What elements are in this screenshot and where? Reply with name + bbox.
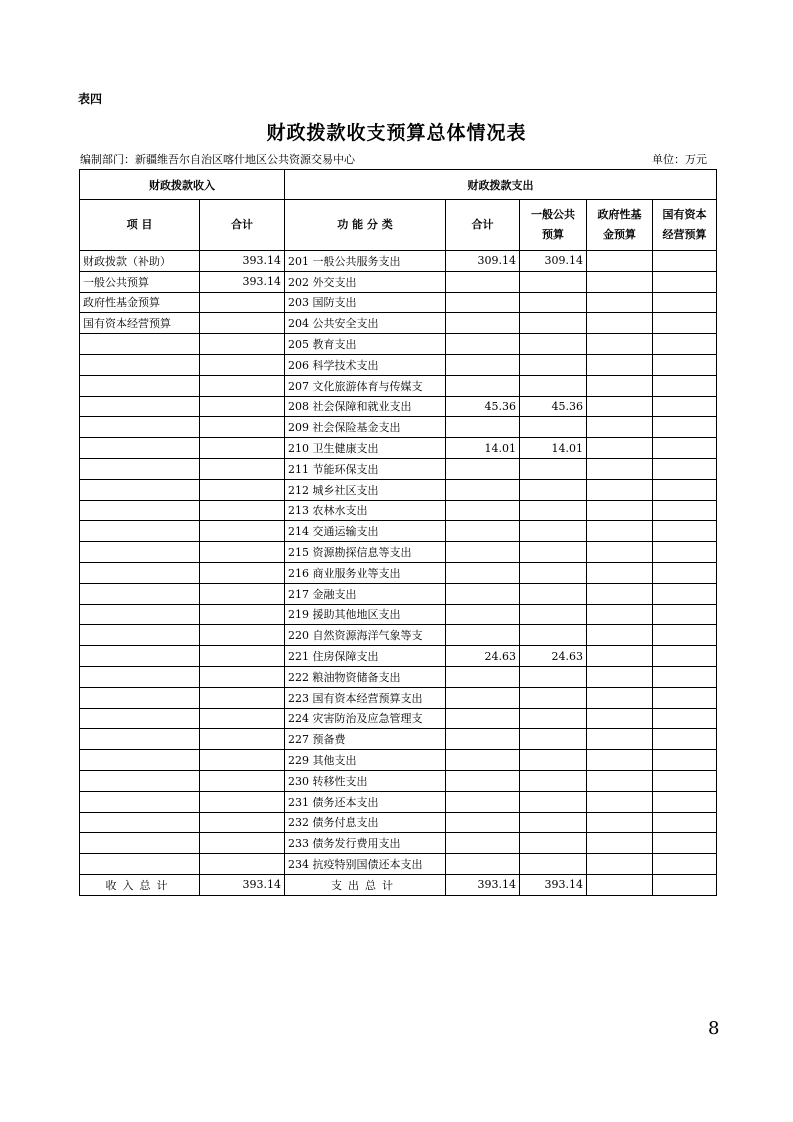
expense-category-cell: 216 商业服务业等支出 <box>285 562 446 583</box>
state-capital-cell <box>653 500 717 521</box>
income-item-cell <box>80 354 200 375</box>
table-row <box>80 500 717 521</box>
expense-category-cell: 213 农林水支出 <box>285 500 446 521</box>
state-capital-cell <box>653 646 717 667</box>
general-budget-cell: 24.63 <box>520 646 587 667</box>
income-amount-cell <box>200 729 285 750</box>
general-budget-cell: 14.01 <box>520 438 587 459</box>
table-row <box>80 770 717 791</box>
table-row <box>80 458 717 479</box>
table-body <box>80 251 717 875</box>
gov-fund-cell <box>587 604 653 625</box>
state-capital-cell <box>653 750 717 771</box>
general-budget-cell <box>520 417 587 438</box>
income-item-cell <box>80 604 200 625</box>
income-amount-cell <box>200 458 285 479</box>
state-capital-cell <box>653 729 717 750</box>
table-row <box>80 625 717 646</box>
general-budget-cell <box>520 791 587 812</box>
income-item-cell <box>80 833 200 854</box>
income-item-cell <box>80 334 200 355</box>
table-row <box>80 354 717 375</box>
income-item-cell <box>80 770 200 791</box>
expense-total-cell <box>446 500 520 521</box>
gov-fund-cell <box>587 500 653 521</box>
gov-fund-cell <box>587 251 653 272</box>
general-budget-cell: 45.36 <box>520 396 587 417</box>
income-amount-cell <box>200 292 285 313</box>
table-row <box>80 562 717 583</box>
expense-group-header: 财政拨款支出 <box>285 170 717 200</box>
income-amount-cell <box>200 562 285 583</box>
general-budget-cell: 309.14 <box>520 251 587 272</box>
group-header-row <box>80 170 717 200</box>
table-row <box>80 687 717 708</box>
income-amount-cell <box>200 687 285 708</box>
gov-fund-cell <box>587 646 653 667</box>
general-budget-cell <box>520 583 587 604</box>
gov-fund-cell <box>587 354 653 375</box>
gov-fund-cell <box>587 375 653 396</box>
expense-total-cell: 45.36 <box>446 396 520 417</box>
gov-fund-cell <box>587 458 653 479</box>
state-capital-cell <box>653 271 717 292</box>
income-amount-cell: 393.14 <box>200 271 285 292</box>
expense-category-cell: 224 灾害防治及应急管理支 <box>285 708 446 729</box>
expense-category-cell: 202 外交支出 <box>285 271 446 292</box>
income-total-header: 合计 <box>200 200 285 251</box>
income-item-cell <box>80 625 200 646</box>
expense-category-cell: 201 一般公共服务支出 <box>285 251 446 272</box>
table-row <box>80 271 717 292</box>
gov-fund-cell <box>587 625 653 646</box>
general-budget-cell <box>520 708 587 729</box>
income-amount-cell <box>200 417 285 438</box>
table-row <box>80 812 717 833</box>
table-row <box>80 438 717 459</box>
page-number: 8 <box>708 1018 720 1039</box>
state-capital-cell <box>653 625 717 646</box>
table-row <box>80 646 717 667</box>
table-row <box>80 521 717 542</box>
table-row <box>80 542 717 563</box>
income-amount-cell <box>200 375 285 396</box>
expense-total-cell <box>446 770 520 791</box>
income-total-label: 收入总计 <box>80 874 200 895</box>
gov-fund-header-line2: 金预算 <box>603 228 636 241</box>
state-capital-header-line1: 国有资本 <box>662 208 707 221</box>
table-row <box>80 729 717 750</box>
state-capital-cell <box>653 562 717 583</box>
state-capital-cell <box>653 708 717 729</box>
table-row <box>80 313 717 334</box>
expense-total-cell <box>446 542 520 563</box>
unit-label: 单位：万元 <box>652 153 707 166</box>
expense-category-cell: 206 科学技术支出 <box>285 354 446 375</box>
expense-total-cell <box>446 354 520 375</box>
income-amount-cell <box>200 791 285 812</box>
state-capital-cell <box>653 292 717 313</box>
gov-fund-cell <box>587 292 653 313</box>
income-item-cell <box>80 687 200 708</box>
expense-category-cell: 223 国有资本经营预算支出 <box>285 687 446 708</box>
gov-fund-cell <box>587 708 653 729</box>
state-capital-cell <box>653 854 717 875</box>
expense-category-cell: 229 其他支出 <box>285 750 446 771</box>
expense-category-cell: 215 资源勘探信息等支出 <box>285 542 446 563</box>
state-capital-cell <box>653 604 717 625</box>
table-row <box>80 833 717 854</box>
income-amount-cell <box>200 334 285 355</box>
general-budget-cell <box>520 625 587 646</box>
income-amount-cell <box>200 521 285 542</box>
expense-category-cell: 234 抗疫特别国债还本支出 <box>285 854 446 875</box>
general-budget-cell <box>520 271 587 292</box>
income-total-amount: 393.14 <box>200 874 285 895</box>
table-row <box>80 292 717 313</box>
expense-total-cell <box>446 334 520 355</box>
income-item-cell <box>80 708 200 729</box>
general-budget-cell <box>520 458 587 479</box>
income-amount-cell <box>200 708 285 729</box>
state-capital-cell <box>653 687 717 708</box>
income-amount-cell <box>200 396 285 417</box>
general-budget-cell <box>520 354 587 375</box>
state-capital-cell <box>653 354 717 375</box>
income-item-cell <box>80 812 200 833</box>
income-item-cell <box>80 854 200 875</box>
expense-category-cell: 211 节能环保支出 <box>285 458 446 479</box>
state-capital-cell <box>653 396 717 417</box>
expense-fund-total <box>587 874 653 895</box>
state-capital-cell <box>653 251 717 272</box>
gov-fund-cell <box>587 583 653 604</box>
income-amount-cell <box>200 646 285 667</box>
state-capital-header-line2: 经营预算 <box>662 228 707 241</box>
table-row <box>80 708 717 729</box>
expense-category-cell: 231 债务还本支出 <box>285 791 446 812</box>
income-amount-cell <box>200 604 285 625</box>
gov-fund-cell <box>587 313 653 334</box>
state-capital-cell <box>653 791 717 812</box>
income-item-cell: 政府性基金预算 <box>80 292 200 313</box>
state-capital-cell <box>653 666 717 687</box>
expense-general-total: 393.14 <box>520 874 587 895</box>
income-item-cell <box>80 417 200 438</box>
gov-fund-cell <box>587 770 653 791</box>
expense-total-cell <box>446 458 520 479</box>
expense-category-cell: 222 粮油物资储备支出 <box>285 666 446 687</box>
income-item-cell: 一般公共预算 <box>80 271 200 292</box>
table-row <box>80 604 717 625</box>
general-budget-cell <box>520 687 587 708</box>
expense-total-cell <box>446 375 520 396</box>
expense-total-cell <box>446 313 520 334</box>
gov-fund-cell <box>587 417 653 438</box>
expense-total-cell <box>446 812 520 833</box>
general-budget-cell <box>520 292 587 313</box>
state-capital-cell <box>653 417 717 438</box>
table-row <box>80 334 717 355</box>
income-amount-cell <box>200 770 285 791</box>
expense-total-cell: 14.01 <box>446 438 520 459</box>
general-budget-cell <box>520 479 587 500</box>
expense-total-cell <box>446 791 520 812</box>
gov-fund-cell <box>587 521 653 542</box>
general-budget-cell <box>520 500 587 521</box>
expense-category-cell: 204 公共安全支出 <box>285 313 446 334</box>
expense-capital-total <box>653 874 717 895</box>
expense-total-cell <box>446 521 520 542</box>
general-budget-cell <box>520 854 587 875</box>
table-row <box>80 583 717 604</box>
income-amount-cell: 393.14 <box>200 251 285 272</box>
gov-fund-cell <box>587 479 653 500</box>
income-item-cell <box>80 375 200 396</box>
income-amount-cell <box>200 479 285 500</box>
gov-fund-cell <box>587 791 653 812</box>
expense-total-cell <box>446 666 520 687</box>
state-capital-cell <box>653 770 717 791</box>
gov-fund-header-line1: 政府性基 <box>597 208 642 221</box>
state-capital-cell <box>653 438 717 459</box>
expense-category-cell: 210 卫生健康支出 <box>285 438 446 459</box>
table-row <box>80 251 717 272</box>
table-row <box>80 396 717 417</box>
budget-table <box>79 169 717 896</box>
expense-category-header: 功 能 分 类 <box>285 200 446 251</box>
general-budget-header <box>520 200 587 251</box>
income-item-cell <box>80 729 200 750</box>
income-item-cell <box>80 458 200 479</box>
income-amount-cell <box>200 542 285 563</box>
expense-total-cell: 309.14 <box>446 251 520 272</box>
income-item-cell <box>80 500 200 521</box>
expense-total-cell <box>446 750 520 771</box>
income-item-cell <box>80 791 200 812</box>
income-amount-cell <box>200 666 285 687</box>
general-budget-cell <box>520 562 587 583</box>
gov-fund-cell <box>587 666 653 687</box>
expense-total-cell <box>446 854 520 875</box>
expense-category-cell: 208 社会保障和就业支出 <box>285 396 446 417</box>
expense-total-cell <box>446 479 520 500</box>
gov-fund-cell <box>587 396 653 417</box>
general-budget-cell <box>520 375 587 396</box>
general-budget-header-line2: 预算 <box>542 228 564 241</box>
gov-fund-cell <box>587 687 653 708</box>
general-budget-cell <box>520 666 587 687</box>
expense-category-cell: 232 债务付息支出 <box>285 812 446 833</box>
gov-fund-cell <box>587 812 653 833</box>
income-amount-cell <box>200 833 285 854</box>
state-capital-cell <box>653 458 717 479</box>
state-capital-cell <box>653 479 717 500</box>
expense-category-cell: 221 住房保障支出 <box>285 646 446 667</box>
general-budget-cell <box>520 729 587 750</box>
state-capital-cell <box>653 812 717 833</box>
gov-fund-cell <box>587 750 653 771</box>
state-capital-cell <box>653 375 717 396</box>
general-budget-cell <box>520 833 587 854</box>
expense-total-cell <box>446 687 520 708</box>
income-item-cell <box>80 521 200 542</box>
table-row <box>80 750 717 771</box>
state-capital-cell <box>653 583 717 604</box>
gov-fund-cell <box>587 833 653 854</box>
department-label: 编制部门：新疆维吾尔自治区喀什地区公共资源交易中心 <box>80 153 355 166</box>
income-amount-cell <box>200 354 285 375</box>
income-item-cell <box>80 646 200 667</box>
expense-category-cell: 217 金融支出 <box>285 583 446 604</box>
general-budget-cell <box>520 542 587 563</box>
table-number: 表四 <box>78 92 103 106</box>
expense-category-cell: 233 债务发行费用支出 <box>285 833 446 854</box>
income-amount-cell <box>200 438 285 459</box>
state-capital-cell <box>653 334 717 355</box>
income-item-cell <box>80 562 200 583</box>
state-capital-cell <box>653 521 717 542</box>
general-budget-cell <box>520 334 587 355</box>
general-budget-cell <box>520 812 587 833</box>
table-row <box>80 375 717 396</box>
expense-category-cell: 205 教育支出 <box>285 334 446 355</box>
gov-fund-cell <box>587 438 653 459</box>
general-budget-cell <box>520 521 587 542</box>
expense-total-cell <box>446 417 520 438</box>
income-amount-cell <box>200 583 285 604</box>
state-capital-cell <box>653 833 717 854</box>
general-budget-cell <box>520 604 587 625</box>
income-item-cell <box>80 438 200 459</box>
income-group-header: 财政拨款收入 <box>80 170 285 200</box>
income-amount-cell <box>200 812 285 833</box>
income-amount-cell <box>200 500 285 521</box>
gov-fund-cell <box>587 729 653 750</box>
expense-total-cell <box>446 625 520 646</box>
expense-total-amount: 393.14 <box>446 874 520 895</box>
gov-fund-cell <box>587 334 653 355</box>
income-item-cell <box>80 542 200 563</box>
income-item-cell <box>80 583 200 604</box>
income-item-header: 项 目 <box>80 200 200 251</box>
expense-total-label: 支出总计 <box>285 874 446 895</box>
page-title: 财政拨款收支预算总体情况表 <box>266 122 527 144</box>
income-amount-cell <box>200 750 285 771</box>
income-item-cell <box>80 396 200 417</box>
state-capital-header <box>653 200 717 251</box>
income-amount-cell <box>200 625 285 646</box>
totals-row <box>80 874 717 895</box>
state-capital-cell <box>653 313 717 334</box>
state-capital-cell <box>653 542 717 563</box>
expense-category-cell: 230 转移性支出 <box>285 770 446 791</box>
gov-fund-cell <box>587 854 653 875</box>
expense-total-cell <box>446 271 520 292</box>
table-row <box>80 479 717 500</box>
expense-category-cell: 214 交通运输支出 <box>285 521 446 542</box>
expense-total-cell: 24.63 <box>446 646 520 667</box>
expense-total-cell <box>446 604 520 625</box>
expense-total-cell <box>446 708 520 729</box>
table-row <box>80 854 717 875</box>
income-item-cell: 国有资本经营预算 <box>80 313 200 334</box>
expense-category-cell: 220 自然资源海洋气象等支 <box>285 625 446 646</box>
expense-total-cell <box>446 833 520 854</box>
table-row <box>80 417 717 438</box>
expense-category-cell: 227 预备费 <box>285 729 446 750</box>
income-item-cell <box>80 666 200 687</box>
gov-fund-cell <box>587 271 653 292</box>
column-header-row <box>80 200 717 251</box>
income-item-cell <box>80 479 200 500</box>
general-budget-cell <box>520 750 587 771</box>
general-budget-cell <box>520 313 587 334</box>
expense-total-cell <box>446 729 520 750</box>
expense-category-cell: 209 社会保险基金支出 <box>285 417 446 438</box>
expense-total-cell <box>446 292 520 313</box>
gov-fund-cell <box>587 562 653 583</box>
table-row <box>80 791 717 812</box>
expense-category-cell: 207 文化旅游体育与传媒支 <box>285 375 446 396</box>
expense-total-header: 合计 <box>446 200 520 251</box>
expense-category-cell: 203 国防支出 <box>285 292 446 313</box>
gov-fund-cell <box>587 542 653 563</box>
general-budget-cell <box>520 770 587 791</box>
expense-category-cell: 219 援助其他地区支出 <box>285 604 446 625</box>
expense-total-cell <box>446 583 520 604</box>
income-item-cell: 财政拨款（补助） <box>80 251 200 272</box>
income-amount-cell <box>200 313 285 334</box>
general-budget-header-line1: 一般公共 <box>531 208 575 221</box>
gov-fund-header <box>587 200 653 251</box>
income-item-cell <box>80 750 200 771</box>
table-row <box>80 666 717 687</box>
expense-total-cell <box>446 562 520 583</box>
income-amount-cell <box>200 854 285 875</box>
expense-category-cell: 212 城乡社区支出 <box>285 479 446 500</box>
